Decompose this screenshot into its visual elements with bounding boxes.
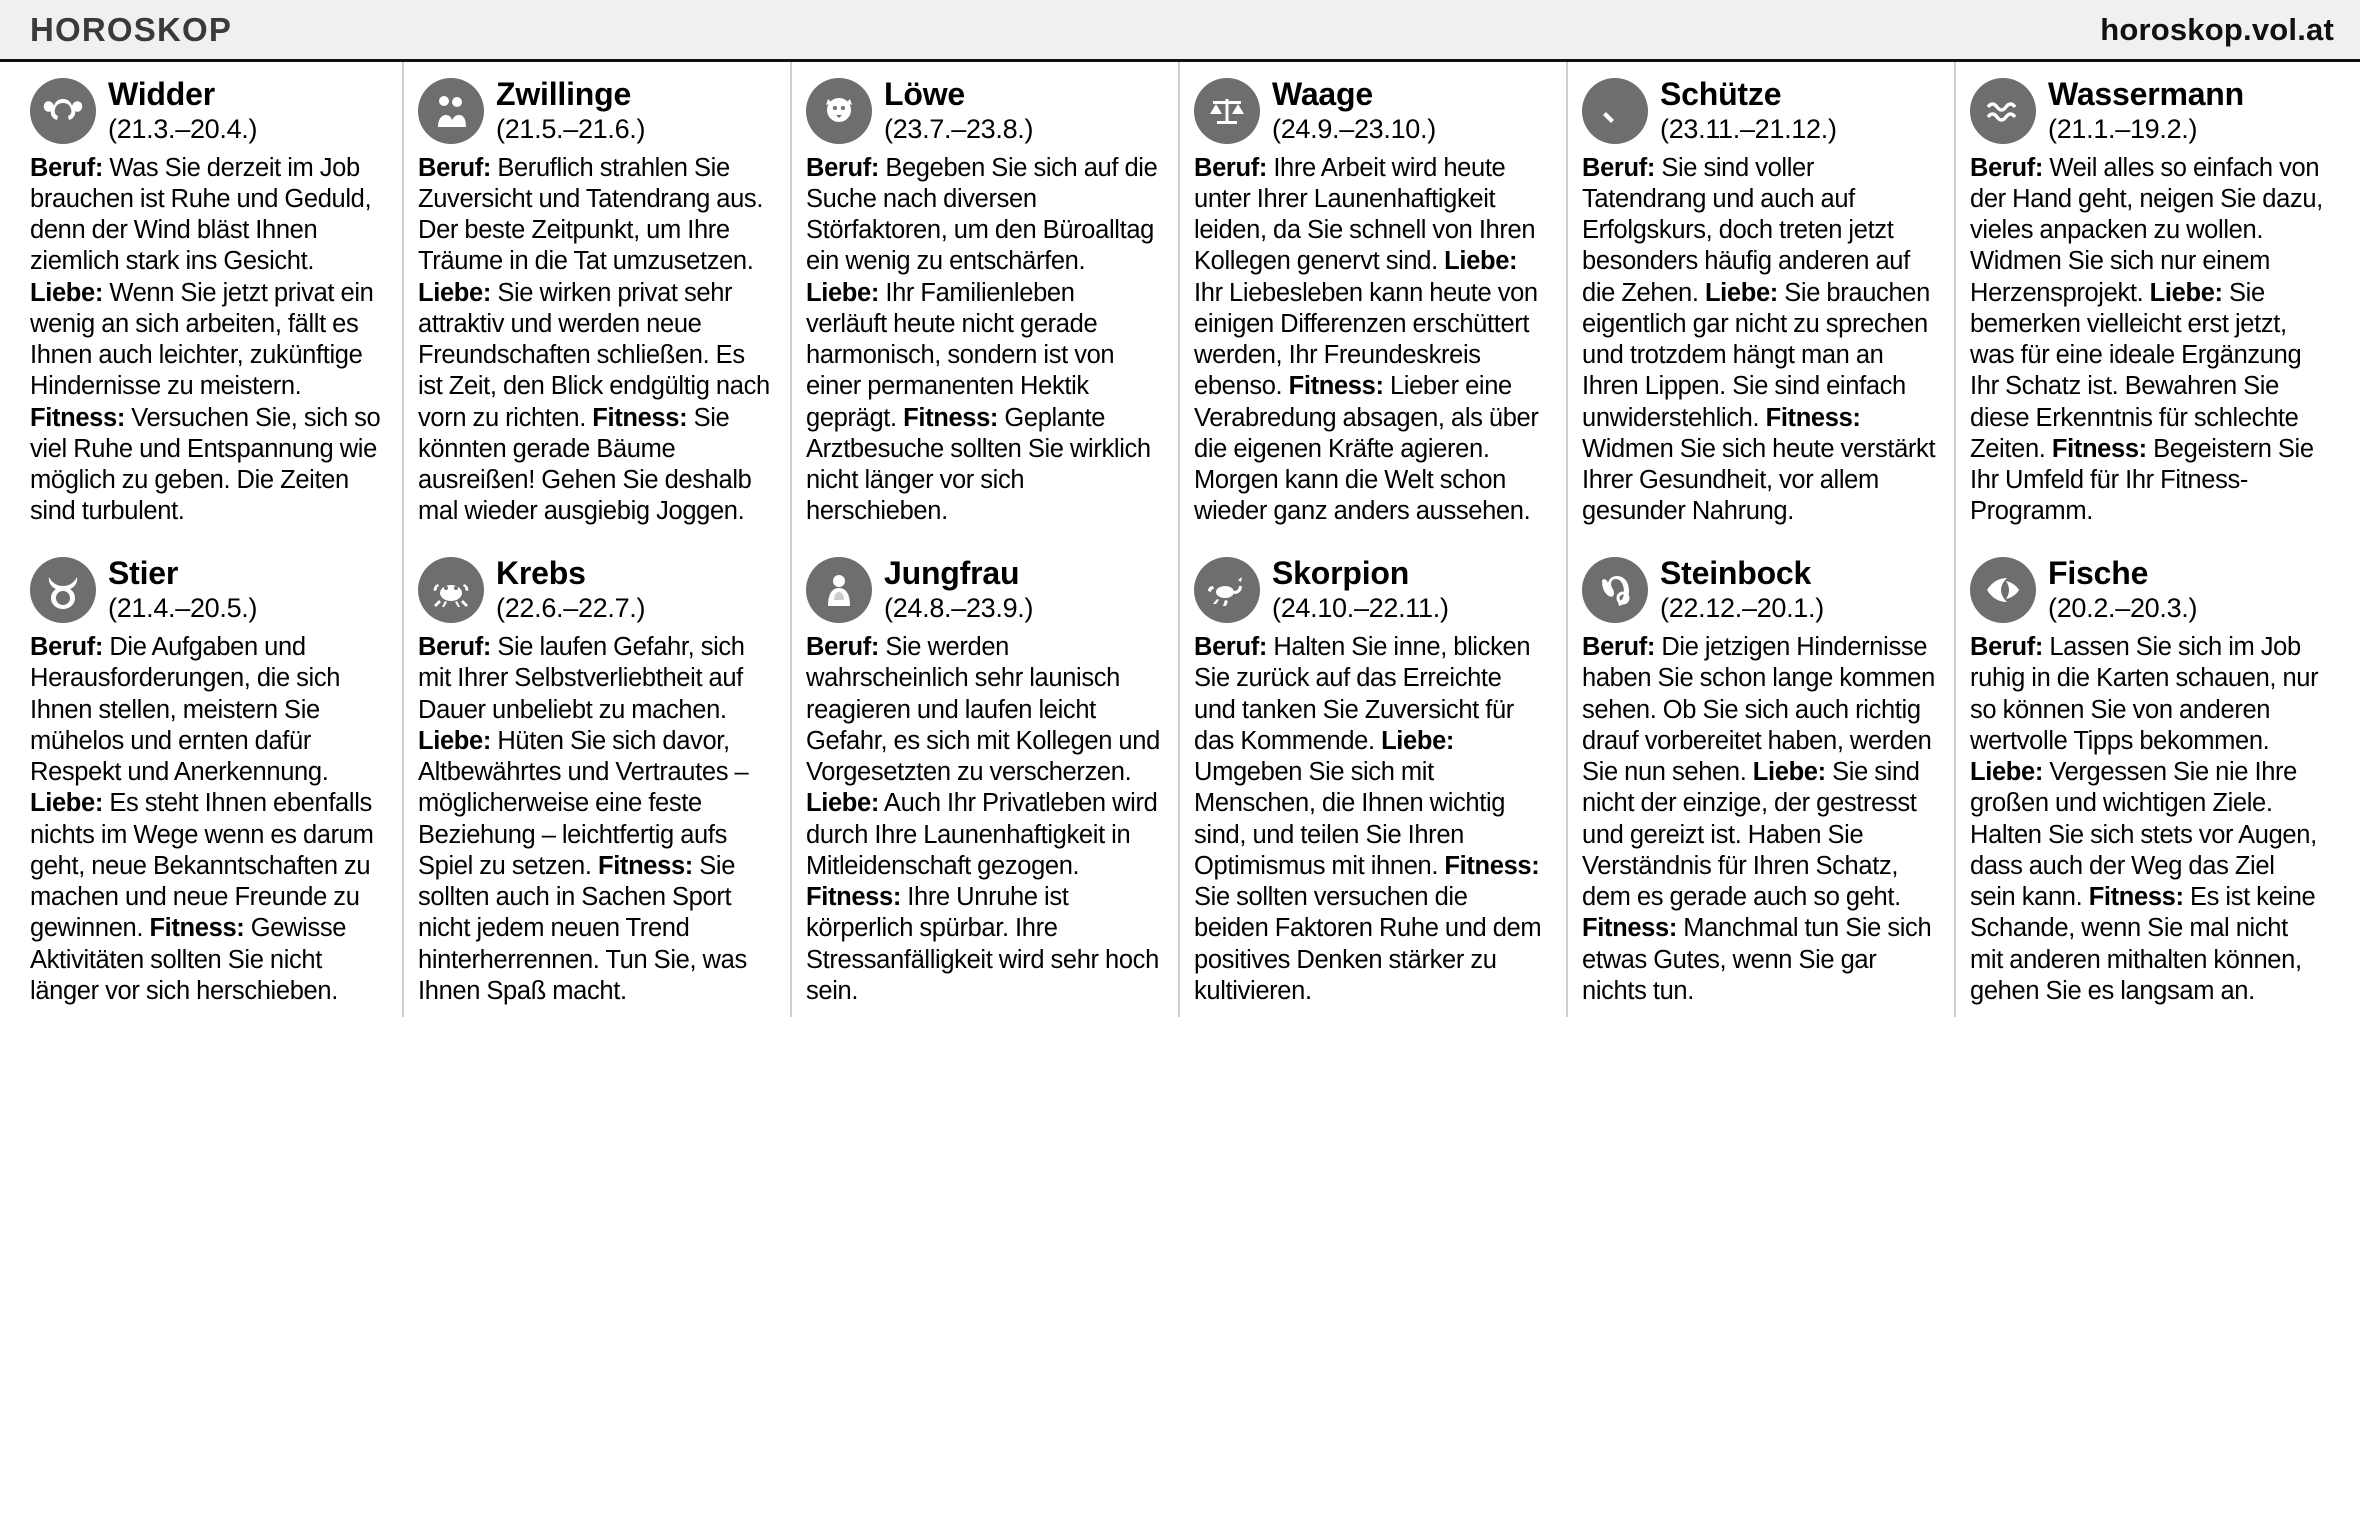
gemini-twins-icon [418,78,484,144]
label-fitness: Fitness: [1765,403,1861,432]
sign-dates: (21.5.–21.6.) [496,113,646,144]
label-beruf: Beruf: [418,633,491,662]
label-fitness: Fitness: [1288,372,1384,401]
sign-card[interactable] [792,62,1180,537]
sign-card[interactable] [1568,537,1956,1016]
sign-text: Beruf: Was Sie derzeit im Job brauchen ist Ruhe und Geduld, denn der Wind bläst Ihnen ziemlich stark ins Gesicht. Liebe: Wenn Sie jetzt privat ein wenig an sich arbeiten, fällt es Ihnen auch leichter, zukünftige Hindernisse zu meistern. Fitness: Versuchen Sie, sich so viel Ruhe und Entspannung wie möglich zu geben. Die Zeiten sind turbulent. [30,153,381,526]
label-liebe: Liebe: [1704,278,1778,307]
sign-card[interactable] [1180,537,1568,1016]
sign-text: Beruf: Halten Sie inne, blicken Sie zurück auf das Erreichte und tanken Sie Zuversicht für das Kommende. Liebe: Umgeben Sie sich mit Menschen, die Ihnen wichtig sind, und teilen Sie Ihren Optimismus mit ihnen. Fitness: Sie sollten versuchen die beiden Faktoren Ruhe und dem positives Denken stärker zu kultivieren. [1194,633,1542,1005]
sign-dates: (23.11.–21.12.) [1660,113,1837,144]
sign-titles [884,555,1033,624]
sign-header [30,76,384,145]
sign-header [1582,555,1936,624]
sign-dates: (24.10.–22.11.) [1272,593,1449,624]
scorpio-scorpion-icon [1194,557,1260,623]
sign-titles [2048,76,2244,145]
sign-text: Beruf: Weil alles so einfach von der Hand geht, neigen Sie dazu, vieles anpacken zu wollen. Widmen Sie sich nur einem Herzensprojekt. Liebe: Sie bemerken vielleicht erst jetzt, was für eine ideale Ergänzung Ihr Schatz ist. Bewahren Sie diese Erkenntnis für schlechte Zeiten. Fitness: Begeistern Sie Ihr Umfeld für Ihr Fitness-Programm. [1970,153,2323,526]
leo-lion-icon [806,78,872,144]
sign-titles [108,76,257,145]
sign-header [1970,555,2326,624]
sign-text: Beruf: Die jetzigen Hindernisse haben Sie schon lange kommen sehen. Ob Sie sich auch richtig drauf vorbereitet haben, werden Sie nun sehen. Liebe: Sie sind nicht der einzige, der gestresst und gereizt ist. Haben Sie Verständnis für Ihren Schatz, dem es gerade auch so geht. Fitness: Manchmal tun Sie sich etwas Gutes, wenn Sie gar nichts tun. [1582,633,1935,1005]
sign-dates: (20.2.–20.3.) [2048,593,2198,624]
sign-titles [1272,76,1436,145]
pisces-fish-icon [1970,557,2036,623]
aquarius-waterbearer-icon [1970,78,2036,144]
sign-titles [108,555,257,624]
sign-dates: (24.9.–23.10.) [1272,113,1436,144]
label-liebe: Liebe: [806,789,879,818]
sign-text: Beruf: Begeben Sie sich auf die Suche nach diversen Störfaktoren, um den Büroalltag ein wenig zu entschärfen. Liebe: Ihr Familienleben verläuft heute nicht gerade harmonisch, sondern ist von einer permanenten Hektik geprägt. Fitness: Geplante Arztbesuche sollten Sie wirklich nicht länger vor sich herschieben. [806,153,1158,526]
sign-text: Beruf: Die Aufgaben und Herausforderungen, die sich Ihnen stellen, meistern Sie mühelos und ernten dafür Respekt und Anerkennung. Liebe: Es steht Ihnen ebenfalls nichts im Wege wenn es darum geht, neue Bekanntschaften zu machen und neue Freunde zu gewinnen. Fitness: Gewisse Aktivitäten sollten Sie nicht länger vor sich herschieben. [30,633,374,1005]
sign-name: Jungfrau [884,555,1020,592]
sign-dates: (23.7.–23.8.) [884,113,1034,144]
label-fitness: Fitness: [2051,434,2147,463]
sign-header [1582,76,1936,145]
sign-text: Beruf: Sie sind voller Tatendrang und auch auf Erfolgskurs, doch treten jetzt besonders häufig anderen auf die Zehen. Liebe: Sie brauchen eigentlich gar nicht zu sprechen und trotzdem hängt man an Ihren Lippen. Sie sind einfach unwiderstehlich. Fitness: Widmen Sie sich heute verstärkt Ihrer Gesundheit, vor allem gesunder Nahrung. [1582,153,1936,526]
sign-titles [1660,76,1837,145]
sign-name: Steinbock [1660,555,1812,592]
sign-header [30,555,384,624]
sign-card[interactable] [1956,62,2344,537]
label-liebe: Liebe: [418,726,491,755]
label-liebe: Liebe: [30,278,103,307]
label-beruf: Beruf: [1194,153,1267,182]
sign-card[interactable] [16,537,404,1016]
label-liebe: Liebe: [2149,278,2223,307]
sign-name: Schütze [1660,76,1782,112]
sign-card[interactable] [16,62,404,537]
sign-titles [496,76,645,145]
label-fitness: Fitness: [806,883,901,912]
sign-name: Skorpion [1272,555,1410,592]
label-fitness: Fitness: [903,403,999,432]
sign-text: Beruf: Ihre Arbeit wird heute unter Ihrer Launenhaftigkeit leiden, da Sie schnell von Ihren Kollegen genervt sind. Liebe: Ihr Liebesleben kann heute von einigen Differenzen erschüttert werden, Ihr Freundeskreis ebenso. Fitness: Lieber eine Verabredung absagen, als über die eigenen Kräfte agieren. Morgen kann die Welt schon wieder ganz anders aussehen. [1194,153,1539,526]
sign-name: Fische [2048,555,2149,592]
label-beruf: Beruf: [806,633,879,662]
sign-name: Stier [108,555,179,592]
label-fitness: Fitness: [597,851,693,880]
sign-titles [496,555,645,624]
label-fitness: Fitness: [30,403,125,432]
label-fitness: Fitness: [2088,883,2184,912]
sign-name: Löwe [884,76,965,112]
label-liebe: Liebe: [806,278,879,307]
sign-card[interactable] [792,537,1180,1016]
sagittarius-archer-icon [1582,78,1648,144]
sign-text: Beruf: Beruflich strahlen Sie Zuversicht und Tatendrang aus. Der beste Zeitpunkt, um Ihre Träume in die Tat umzusetzen. Liebe: Sie wirken privat sehr attraktiv und werden neue Freundschaften schließen. Es ist Zeit, den Blick endgültig nach vorn zu richten. Fitness: Sie könnten gerade Bäume ausreißen! Gehen Sie deshalb mal wieder ausgiebig Joggen. [418,153,770,526]
label-beruf: Beruf: [30,153,103,182]
label-liebe: Liebe: [1381,726,1455,755]
sign-card[interactable] [1956,537,2344,1016]
page-title: HOROSKOP [30,10,233,48]
label-beruf: Beruf: [806,153,879,182]
sign-titles [1272,555,1449,624]
sign-text: Beruf: Sie laufen Gefahr, sich mit Ihrer Selbstverliebtheit auf Dauer unbeliebt zu machen. Liebe: Hüten Sie sich davor, Altbewährtes und Vertrautes – möglicherweise eine feste Beziehung – leichtfertig aufs Spiel zu setzen. Fitness: Sie sollten auch in Sachen Sport nicht jedem neuen Trend hinterherrennen. Tun Sie, was Ihnen Spaß macht. [418,633,749,1005]
sign-dates: (24.8.–23.9.) [884,593,1034,624]
sign-name: Krebs [496,555,586,592]
libra-scales-icon [1194,78,1260,144]
page-header [0,0,2360,62]
sign-dates: (22.6.–22.7.) [496,593,646,624]
capricorn-goat-icon [1582,557,1648,623]
label-beruf: Beruf: [30,633,103,662]
sign-header [1970,76,2326,145]
sign-header [418,76,772,145]
label-beruf: Beruf: [418,153,491,182]
sign-dates: (21.4.–20.5.) [108,593,258,624]
label-beruf: Beruf: [1970,153,2043,182]
label-liebe: Liebe: [30,789,103,818]
sign-header [1194,76,1548,145]
horoscope-grid [0,62,2360,1017]
taurus-bull-icon [30,557,96,623]
sign-name: Zwillinge [496,76,632,112]
sign-card[interactable] [1568,62,1956,537]
sign-header [418,555,772,624]
sign-card[interactable] [404,537,792,1016]
label-beruf: Beruf: [1582,153,1655,182]
sign-dates: (22.12.–20.1.) [1660,593,1824,624]
label-liebe: Liebe: [1752,758,1826,787]
sign-titles [1660,555,1824,624]
sign-header [806,555,1160,624]
sign-name: Wassermann [2048,76,2245,112]
sign-dates: (21.1.–19.2.) [2048,113,2198,144]
label-fitness: Fitness: [1444,851,1540,880]
label-liebe: Liebe: [1970,758,2043,787]
sign-text: Beruf: Lassen Sie sich im Job ruhig in die Karten schauen, nur so können Sie von anderen wertvolle Tipps bekommen. Liebe: Vergessen Sie nie Ihre großen und wichtigen Ziele. Halten Sie sich stets vor Augen, dass auch der Weg das Ziel sein kann. Fitness: Es ist keine Schande, wenn Sie mal nicht mit anderen mithalten können, gehen Sie es langsam an. [1970,633,2319,1005]
sign-card[interactable] [404,62,792,537]
sign-name: Waage [1272,76,1373,112]
sign-titles [2048,555,2197,624]
label-fitness: Fitness: [149,914,245,943]
sign-titles [884,76,1033,145]
label-beruf: Beruf: [1970,633,2043,662]
virgo-maiden-icon [806,557,872,623]
sign-header [1194,555,1548,624]
sign-header [806,76,1160,145]
sign-text: Beruf: Sie werden wahrscheinlich sehr launisch reagieren und laufen leicht Gefahr, es sich mit Kollegen und Vorgesetzten zu verscherzen. Liebe: Auch Ihr Privatleben wird durch Ihre Launenhaftigkeit in Mitleidenschaft gezogen. Fitness: Ihre Unruhe ist körperlich spürbar. Ihre Stressanfälligkeit wird sehr hoch sein. [806,633,1160,1005]
label-fitness: Fitness: [1582,914,1677,943]
sign-dates: (21.3.–20.4.) [108,113,258,144]
aries-ram-icon [30,78,96,144]
sign-name: Widder [108,76,215,112]
label-fitness: Fitness: [592,403,688,432]
cancer-crab-icon [418,557,484,623]
label-beruf: Beruf: [1582,633,1655,662]
site-url[interactable]: horoskop.vol.at [2100,11,2334,47]
label-beruf: Beruf: [1194,633,1267,662]
label-liebe: Liebe: [418,278,491,307]
label-liebe: Liebe: [1444,247,1518,276]
sign-card[interactable] [1180,62,1568,537]
